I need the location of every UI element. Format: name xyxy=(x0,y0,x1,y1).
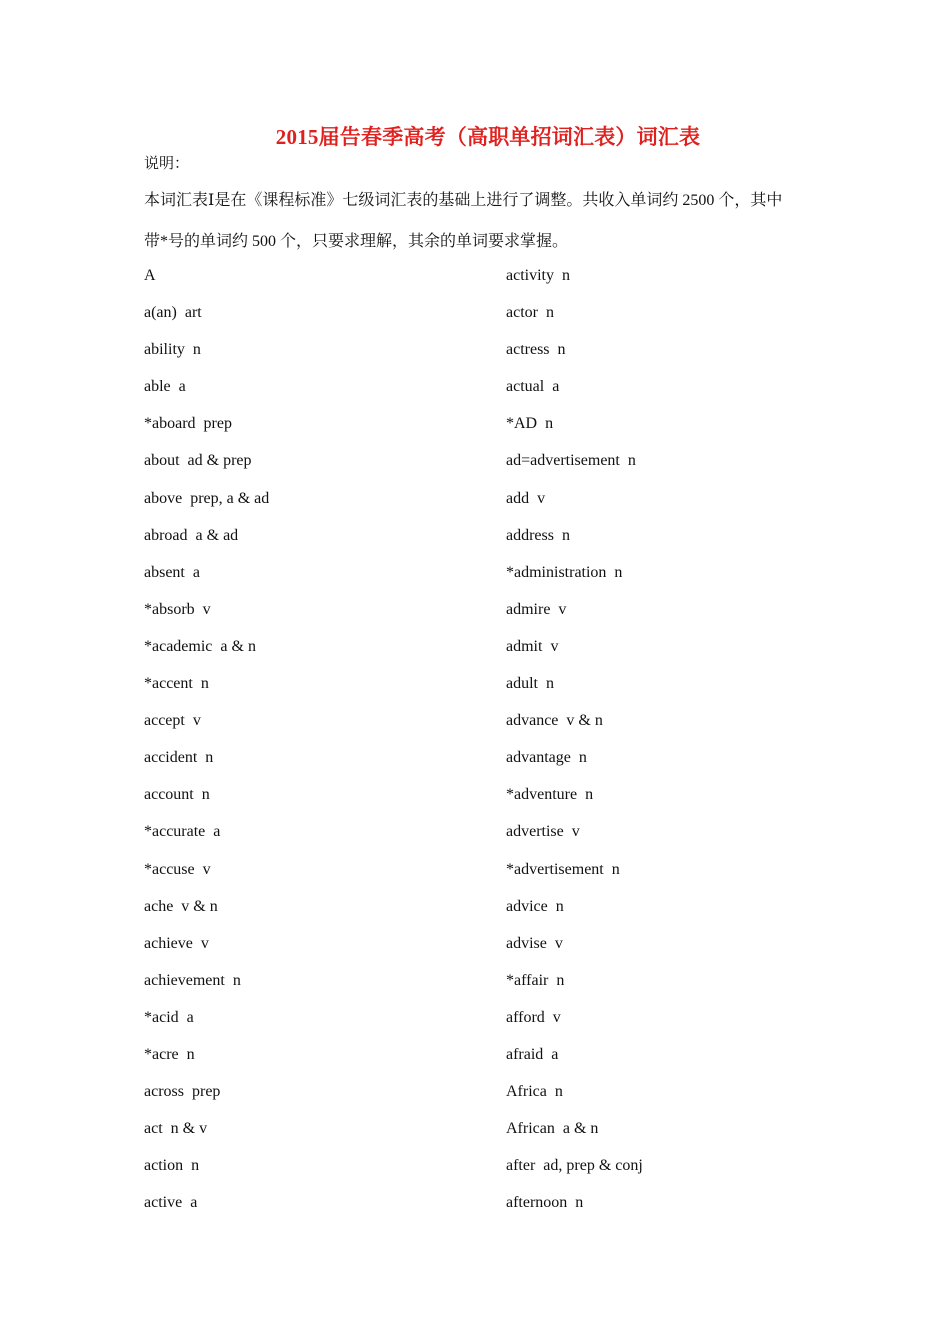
vocab-entry-left: active a xyxy=(144,1194,198,1212)
vocab-entry-right: advice n xyxy=(506,897,564,915)
vocab-entry-right: activity n xyxy=(506,267,570,284)
vocab-column-left xyxy=(144,265,484,1229)
vocab-entry-left: *academic a & n xyxy=(144,637,256,655)
vocab-entry-right: *adventure n xyxy=(506,786,594,804)
vocab-entry-left: *accurate a xyxy=(144,823,221,841)
vocab-entry-left: action n xyxy=(144,1157,200,1175)
vocab-entry-right: address n xyxy=(506,526,570,544)
vocab-entry-right: admire v xyxy=(506,600,567,618)
vocab-entry-left: *accent n xyxy=(144,675,209,693)
vocab-entry-left: accept v xyxy=(144,712,201,730)
vocab-entry-left: achievement n xyxy=(144,971,241,989)
vocab-entry-left: above prep, a & ad xyxy=(144,489,270,507)
vocab-entry-right: *advertisement n xyxy=(506,860,620,878)
vocab-entry-left: *accuse v xyxy=(144,860,211,878)
vocab-entry-left: ache v & n xyxy=(144,897,218,915)
vocab-entry-right: actress n xyxy=(506,341,566,359)
vocab-entry-right: *AD n xyxy=(506,415,554,433)
vocab-entry-right: afternoon n xyxy=(506,1194,584,1212)
vocab-entry-left: *acre n xyxy=(144,1045,195,1063)
vocab-entry-right: *administration n xyxy=(506,563,623,581)
description-label: 说明： xyxy=(144,156,190,172)
vocab-entry-right: advise v xyxy=(506,934,563,952)
vocab-entry-left: abroad a & ad xyxy=(144,526,239,544)
vocab-entry-left: *absorb v xyxy=(144,600,211,618)
vocab-entry-right: ad=advertisement n xyxy=(506,452,636,470)
vocab-entry-right: Africa n xyxy=(506,1083,563,1101)
vocab-entry-left: across prep xyxy=(144,1083,221,1101)
vocab-entry-right: advertise v xyxy=(506,823,580,841)
vocab-entry-right: add v xyxy=(506,489,546,507)
vocab-entry-left: *acid a xyxy=(144,1008,194,1026)
vocab-entry-right: advance v & n xyxy=(506,712,603,730)
vocab-entry-right: adult n xyxy=(506,675,554,693)
vocab-entry-left: ability n xyxy=(144,341,201,359)
vocab-entry-right: afraid a xyxy=(506,1045,559,1063)
vocab-entry-left: able a xyxy=(144,378,186,396)
vocab-entry-right: after ad, prep & conj xyxy=(506,1157,643,1175)
document-title: 2015届告春季高考（高职单招词汇表）词汇表 xyxy=(275,125,701,149)
vocab-entry-right: *affair n xyxy=(506,971,565,989)
vocab-entry-left: about ad & prep xyxy=(144,452,252,470)
vocab-entry-left: account n xyxy=(144,786,210,804)
vocab-entry-right: African a & n xyxy=(506,1120,599,1138)
vocab-entry-left: accident n xyxy=(144,749,214,767)
description-line-2: 带*号的单词约 500 个，只要求理解，其余的单词要求掌握。 xyxy=(144,233,569,250)
vocab-entry-right: advantage n xyxy=(506,749,587,767)
vocab-entry-left: a(an) art xyxy=(144,304,202,322)
vocab-entry-left: absent a xyxy=(144,563,200,581)
vocab-entry-right: actual a xyxy=(506,378,560,396)
vocab-entry-right: actor n xyxy=(506,304,554,322)
vocab-entry-left: *aboard prep xyxy=(144,415,232,433)
vocab-column-right xyxy=(506,265,846,1229)
vocab-entry-right: afford v xyxy=(506,1008,561,1026)
vocab-entry-left: act n & v xyxy=(144,1120,208,1138)
vocab-entry-left: achieve v xyxy=(144,934,209,952)
vocab-entry-left: A xyxy=(144,267,156,284)
description-line-1: 本词汇表Ⅰ是在《课程标准》七级词汇表的基础上进行了调整。共收入单词约 2500 个，其中 xyxy=(144,192,783,209)
vocab-entry-right: admit v xyxy=(506,637,559,655)
